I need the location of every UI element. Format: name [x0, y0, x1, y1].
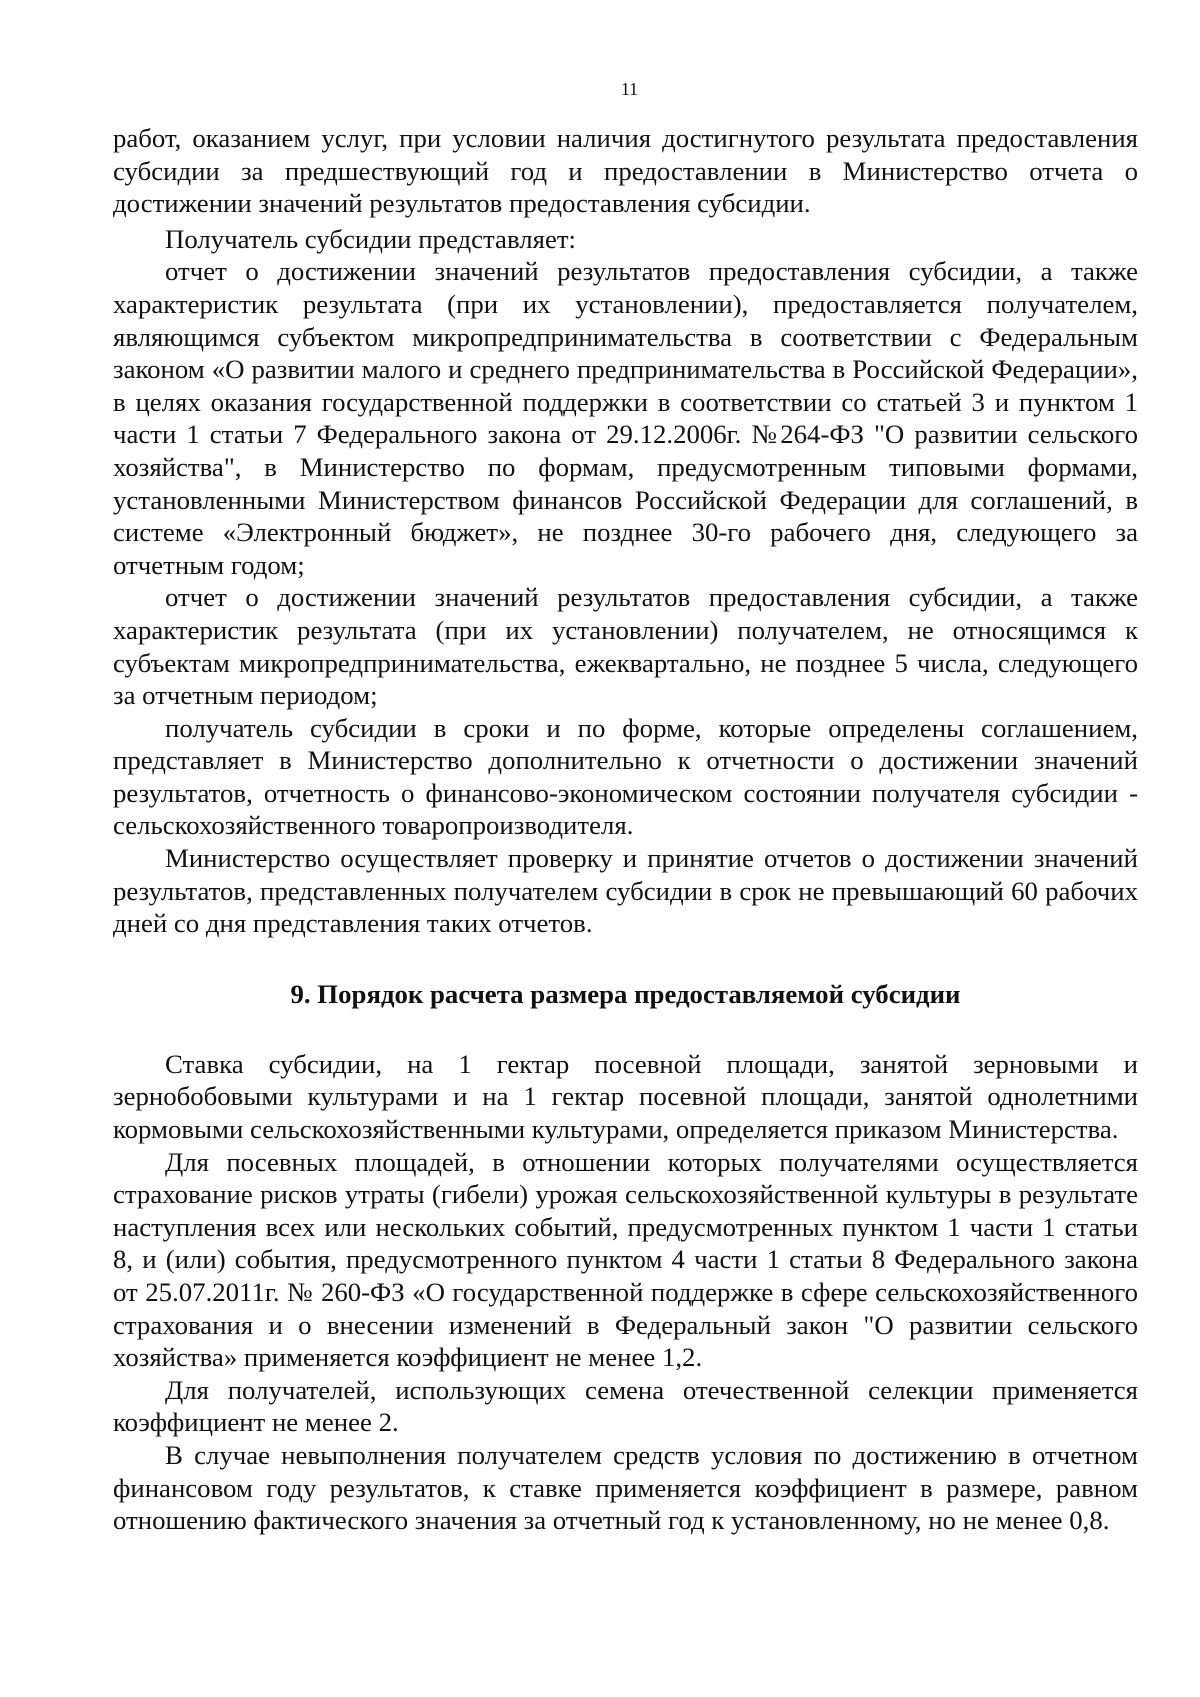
paragraph-ministry-check: Министерство осуществляет проверку и принятие отчетов о достижении значений результатов, представленных получателем субсидии в срок не превышающий 60 рабочих дней со дня представления таких отчетов.: [113, 843, 1138, 939]
section-heading: 9. Порядок расчета размера предоставляемой субсидии: [290, 978, 961, 1009]
paragraph-report-quarterly: отчет о достижении значений результатов предоставления субсидии, а также характеристик результата (при их установлении) получателем, не относящимся к субъектам микропредпринимательства, ежеквартально, не позднее 5 числа, следующего за отчетным периодом;: [113, 582, 1138, 711]
paragraph-report-micro: отчет о достижении значений результатов предоставления субсидии, а также характеристик результата (при их установлении), предоставляется получателем, являющимся субъектом микропредпринимательства в соответствии с Федеральным законом «О развитии малого и среднего предпринимательства в Российской Федерации», в целях оказания государственной поддержки в соответствии со статьей 3 и пунктом 1 части 1 статьи 7 Федерального закона от 29.12.2006г. №264-ФЗ "О развитии сельского хозяйства", в Министерство по формам, предусмотренным типовыми формами, установленными Министерством финансов Российской Федерации для соглашений, в системе «Электронный бюджет», не позднее 30-го рабочего дня, следующего за отчетным годом;: [113, 256, 1138, 580]
paragraph-insurance-coefficient: Для посевных площадей, в отношении которых получателями осуществляется страхование рисков утраты (гибели) урожая сельскохозяйственной культуры в результате наступления всех или нескольких событий, предусмотренных пунктом 1 части 1 статьи 8, и (или) события, предусмотренного пунктом 4 части 1 статьи 8 Федерального закона от 25.07.2011г. № 260-ФЗ «О государственной поддержке в сфере сельскохозяйственного страхования и о внесении изменений в Федеральный закон "О развитии сельского хозяйства» применяется коэффициент не менее 1,2.: [113, 1146, 1138, 1373]
paragraph-continuation: работ, оказанием услуг, при условии наличия достигнутого результата предоставления субсидии за предшествующий год и предоставлении в Министерство отчета о достижении значений результатов предоставления субсидии.: [113, 123, 1138, 219]
page-number: 11: [620, 79, 639, 99]
paragraph-nonfulfillment-coefficient: В случае невыполнения получателем средств условия по достижению в отчетном финансовом году результатов, к ставке применяется коэффициент в размере, равном отношению фактического значения за отчетный год к установленному, но не менее 0,8.: [113, 1439, 1138, 1536]
paragraph-seeds-coefficient: Для получателей, использующих семена отечественной селекции применяется коэффициент не менее 2.: [113, 1374, 1138, 1438]
paragraph-subsidy-rate: Ставка субсидии, на 1 гектар посевной площади, занятой зерновыми и зернобобовыми культурами и на 1 гектар посевной площади, занятой однолетними кормовыми сельскохозяйственными культурами, определяется приказом Министерства.: [113, 1048, 1138, 1145]
paragraph-recipient-submits: Получатель субсидии представляет:: [165, 223, 576, 254]
paragraph-financial-report: получатель субсидии в сроки и по форме, которые определены соглашением, представляет в Министерство дополнительно к отчетности о достижении значений результатов, отчетность о финансово-экономическом состоянии получателя субсидии - сельскохозяйственного товаропроизводителя.: [113, 712, 1138, 841]
